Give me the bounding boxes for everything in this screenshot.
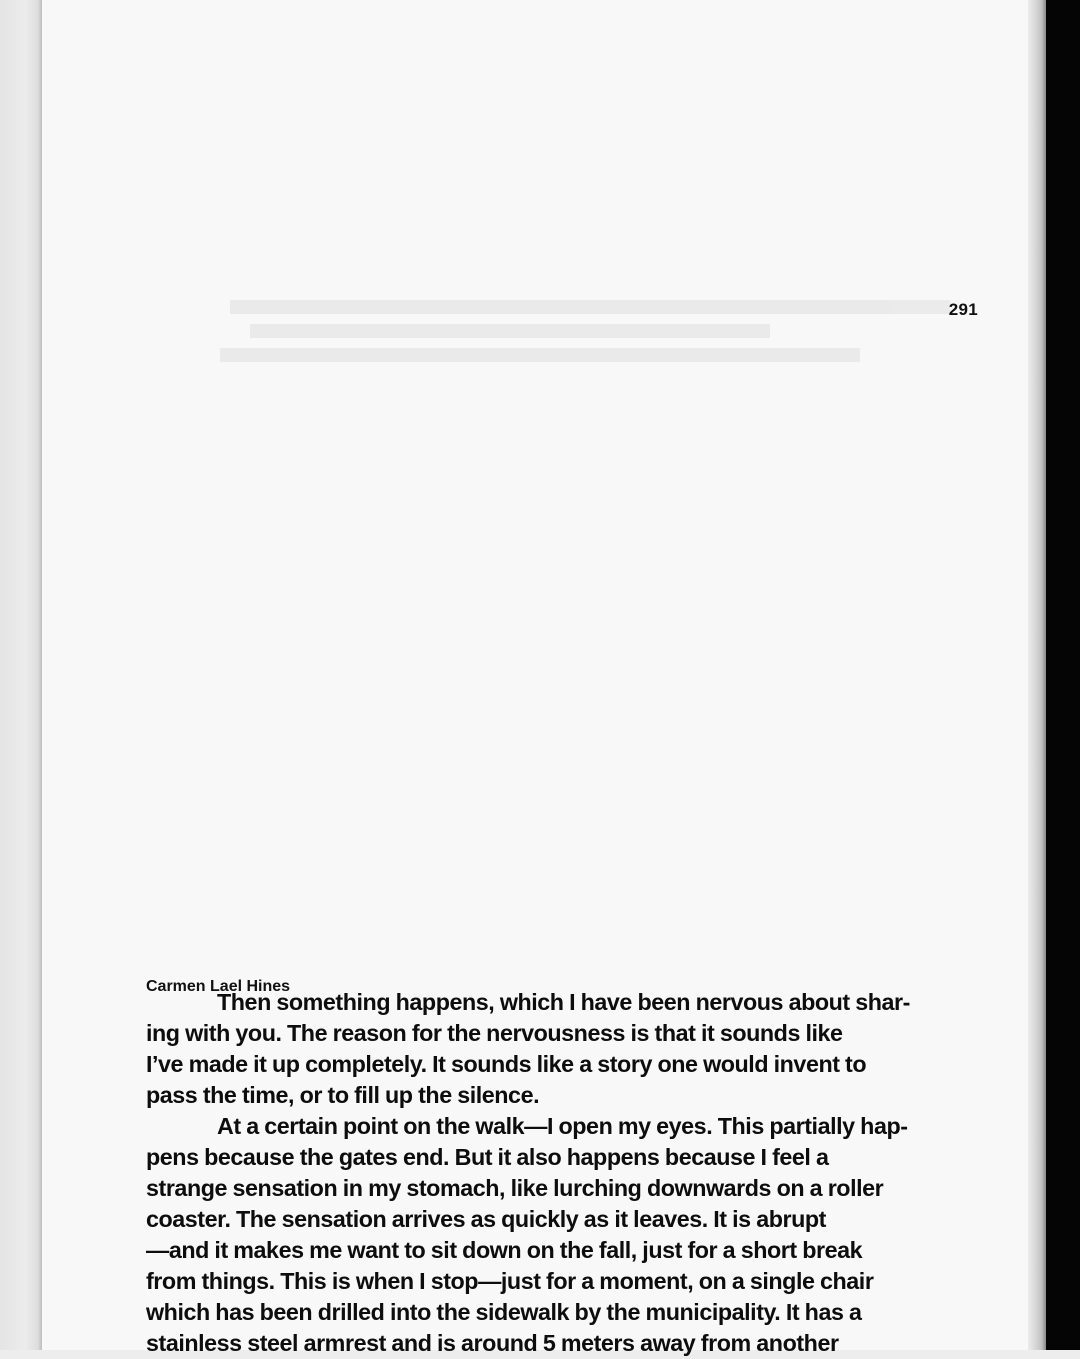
- text-line: stainless steel armrest and is around 5 meters away from another: [146, 1330, 839, 1356]
- text-line: pass the time, or to fill up the silence.: [146, 1082, 540, 1108]
- body-text: [146, 987, 980, 1359]
- page-left-edge: [0, 0, 42, 1350]
- text-line: —and it makes me want to sit down on the fall, just for a short break: [146, 1237, 863, 1263]
- text-line: ing with you. The reason for the nervousness is that it sounds like: [146, 1020, 843, 1046]
- text-line: At a certain point on the walk—I open my eyes. This partially hap-: [217, 1113, 908, 1139]
- text-line: from things. This is when I stop—just for a moment, on a single chair: [146, 1268, 874, 1294]
- text-line: strange sensation in my stomach, like lurching downwards on a roller: [146, 1175, 884, 1201]
- text-line: which has been drilled into the sidewalk by the municipality. It has a: [146, 1299, 862, 1325]
- text-line: Then something happens, which I have been nervous about shar-: [217, 989, 910, 1015]
- show-through-block: [210, 300, 950, 390]
- text-line: I’ve made it up completely. It sounds like a story one would invent to: [146, 1051, 867, 1077]
- text-line: pens because the gates end. But it also happens because I feel a: [146, 1144, 829, 1170]
- text-line: coaster. The sensation arrives as quickly as it leaves. It is abrupt: [146, 1206, 826, 1232]
- running-header-author: Carmen Lael Hines: [146, 978, 291, 995]
- scanner-background: [1046, 0, 1080, 1350]
- page-number: 291: [948, 300, 978, 319]
- page-stack-edge: [1028, 0, 1046, 1350]
